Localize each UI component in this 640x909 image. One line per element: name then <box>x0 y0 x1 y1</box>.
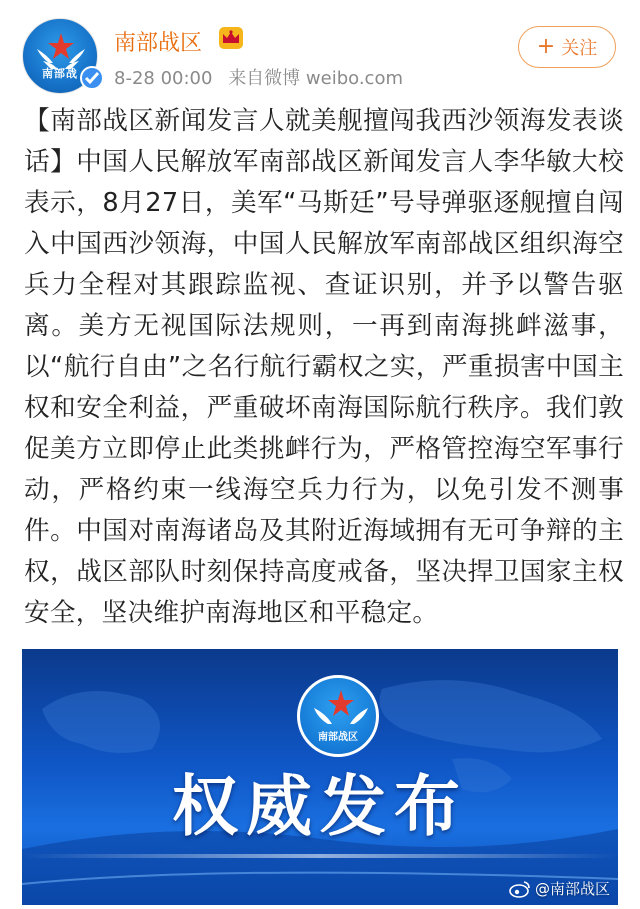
post-source[interactable]: 来自微博 weibo.com <box>228 68 403 89</box>
follow-label: 关注 <box>561 38 598 59</box>
verified-icon <box>80 66 104 90</box>
post-time: 8-28 00:00 <box>114 68 213 89</box>
emblem-icon <box>300 678 379 757</box>
post-image[interactable] <box>22 649 618 905</box>
watermark-text: @南部战区 <box>534 880 610 898</box>
post-header <box>0 0 640 100</box>
banner-title: 权威发布 <box>172 767 468 845</box>
user-name[interactable]: 南部战区 <box>114 31 203 56</box>
crown-icon <box>218 26 244 50</box>
follow-button[interactable] <box>518 26 616 68</box>
plus-icon: + <box>536 34 556 59</box>
weibo-icon <box>509 880 531 898</box>
post-text: 【南部战区新闻发言人就美舰擅闯我西沙领海发表谈话】中国人民解放军南部战区新闻发言人李华敏大校表示，8月27日，美军“马斯廷”号导弹驱逐舰擅自闯入中国西沙领海，中国人民解放军南部战区组织海空兵力全程对其跟踪监视、查证识别，并予以警告驱离。美方无视国际法规则，一再到南海挑衅滋事，以“航行自由”之名行航行霸权之实，严重损害中国主权和安全利益，严重破坏南海国际航行秩序。我们敦促美方立即停止此类挑衅行为，严格管控海空军事行动，严格约束一线海空兵力行为，以免引发不测事件。中国对南海诸岛及其附近海域拥有无可争辩的主权，战区部队时刻保持高度戒备，坚决捍卫国家主权安全，坚决维护南海地区和平稳定。 <box>24 106 624 628</box>
post-meta <box>114 64 413 90</box>
avatar-label: 南部战 <box>42 67 78 80</box>
banner-emblem-label: 南部战区 <box>318 732 358 743</box>
watermark <box>509 878 610 899</box>
banner-emblem <box>297 675 379 757</box>
